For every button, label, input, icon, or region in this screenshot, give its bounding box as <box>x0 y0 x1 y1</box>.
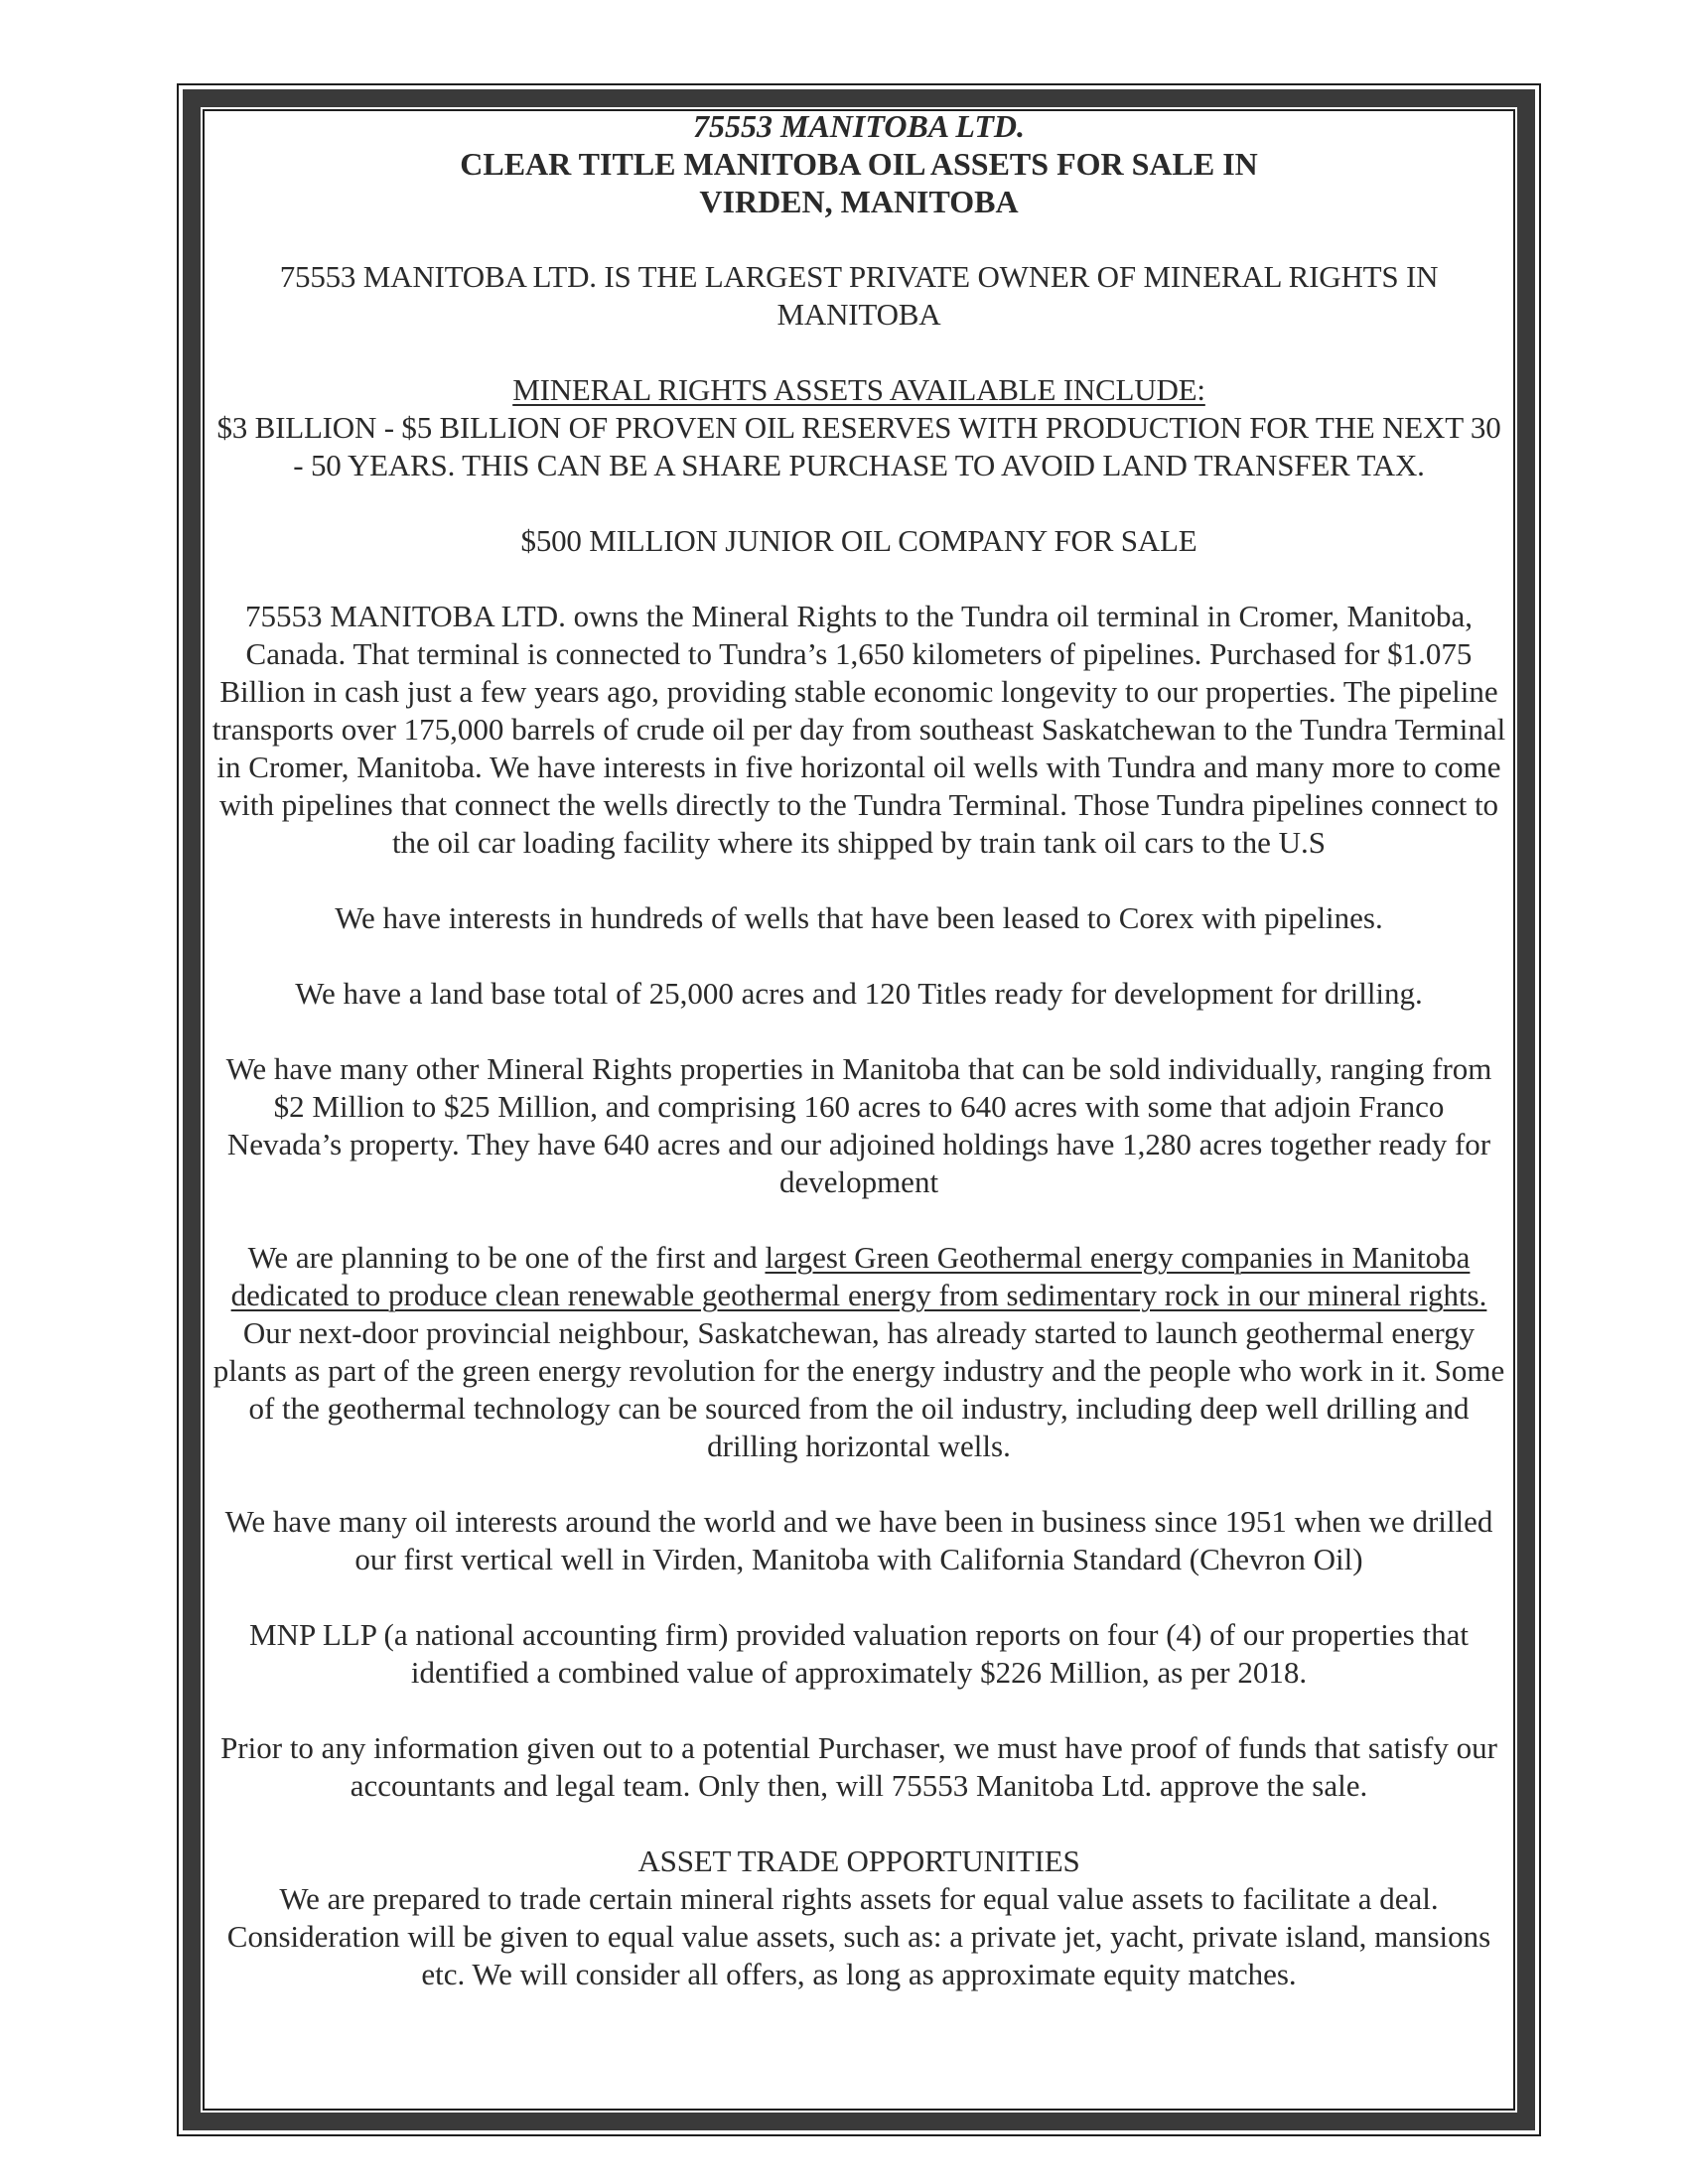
company-name: 75553 MANITOBA LTD. <box>693 108 1025 144</box>
geothermal-underlined: largest Green Geothermal energy companies in Manitoba dedicated to produce clean renewable geothermal energy from sedimentary rock in our mineral rights. <box>230 1240 1487 1312</box>
trade-paragraph: We are prepared to trade certain mineral rights assets for equal value assets to facilitate a deal. Consideration will be given to equal value assets, such as: a private jet, yacht, private island, mansions etc. We will consider all offers, as long as approximate equity matches. <box>226 1881 1491 1991</box>
assets-heading-wrap <box>207 371 1511 409</box>
land-base-paragraph: We have a land base total of 25,000 acres and 120 Titles ready for development for drilling. <box>295 976 1423 1011</box>
geothermal-lead: We are planning to be one of the first and <box>247 1240 766 1275</box>
other-rights-paragraph: We have many other Mineral Rights properties in Manitoba that can be sold individually, ranging from $2 Million to $25 Million, and comprising 160 acres to 640 acres with some that adjoin Franco Nevada’s property. They have 640 acres and our adjoined holdings have 1,280 acres together ready for development <box>225 1051 1492 1199</box>
corex-paragraph: We have interests in hundreds of wells that have been leased to Corex with pipelines. <box>335 900 1383 935</box>
title-line-2: VIRDEN, MANITOBA <box>699 184 1019 219</box>
tundra-paragraph: 75553 MANITOBA LTD. owns the Mineral Rights to the Tundra oil terminal in Cromer, Manitoba, Canada. That terminal is connected to Tundra’s 1,650 kilometers of pipelines. Purchased for $1.075 Billion in cash just a few years ago, providing stable economic longevity to our properties. The pipeline transports over 175,000 barrels of crude oil per day from southeast Saskatchewan to the Tundra Terminal in Cromer, Manitoba. We have interests in five horizontal oil wells with Tundra and many more to come with pipelines that connect the wells directly to the Tundra Terminal. Those Tundra pipelines connect to the oil car loading facility where its shipped by train tank oil cars to the U.S <box>211 599 1506 860</box>
assets-heading: MINERAL RIGHTS ASSETS AVAILABLE INCLUDE: <box>512 372 1205 407</box>
geothermal-rest: Our next-door provincial neighbour, Saskatchewan, has already started to launch geothermal energy plants as part of the green energy revolution for the energy industry and the people who work in it. Some of the geothermal technology can be sourced from the oil industry, including deep well drilling and drilling horizontal wells. <box>212 1315 1505 1463</box>
junior-company-line: $500 MILLION JUNIOR OIL COMPANY FOR SALE <box>520 523 1197 558</box>
trade-heading: ASSET TRADE OPPORTUNITIES <box>637 1843 1080 1878</box>
proof-of-funds-paragraph: Prior to any information given out to a potential Purchaser, we must have proof of funds that satisfy our accountants and legal team. Only then, will 75553 Manitoba Ltd. approve the sale. <box>220 1730 1497 1803</box>
history-paragraph: We have many oil interests around the world and we have been in business since 1951 when we drilled our first vertical well in Virden, Manitoba with California Standard (Chevron Oil) <box>224 1504 1493 1576</box>
assets-text: $3 BILLION - $5 BILLION OF PROVEN OIL RESERVES WITH PRODUCTION FOR THE NEXT 30 - 50 YEARS. THIS CAN BE A SHARE PURCHASE TO AVOID LAND TRANSFER TAX. <box>216 410 1501 482</box>
valuation-paragraph: MNP LLP (a national accounting firm) provided valuation reports on four (4) of our properties that identified a combined value of approximately $226 Million, as per 2018. <box>249 1617 1469 1690</box>
document-body <box>207 107 1511 1993</box>
intro-statement: 75553 MANITOBA LTD. IS THE LARGEST PRIVATE OWNER OF MINERAL RIGHTS IN MANITOBA <box>279 259 1439 332</box>
geothermal-paragraph <box>207 1239 1511 1465</box>
title-line-1: CLEAR TITLE MANITOBA OIL ASSETS FOR SALE IN <box>460 146 1258 182</box>
